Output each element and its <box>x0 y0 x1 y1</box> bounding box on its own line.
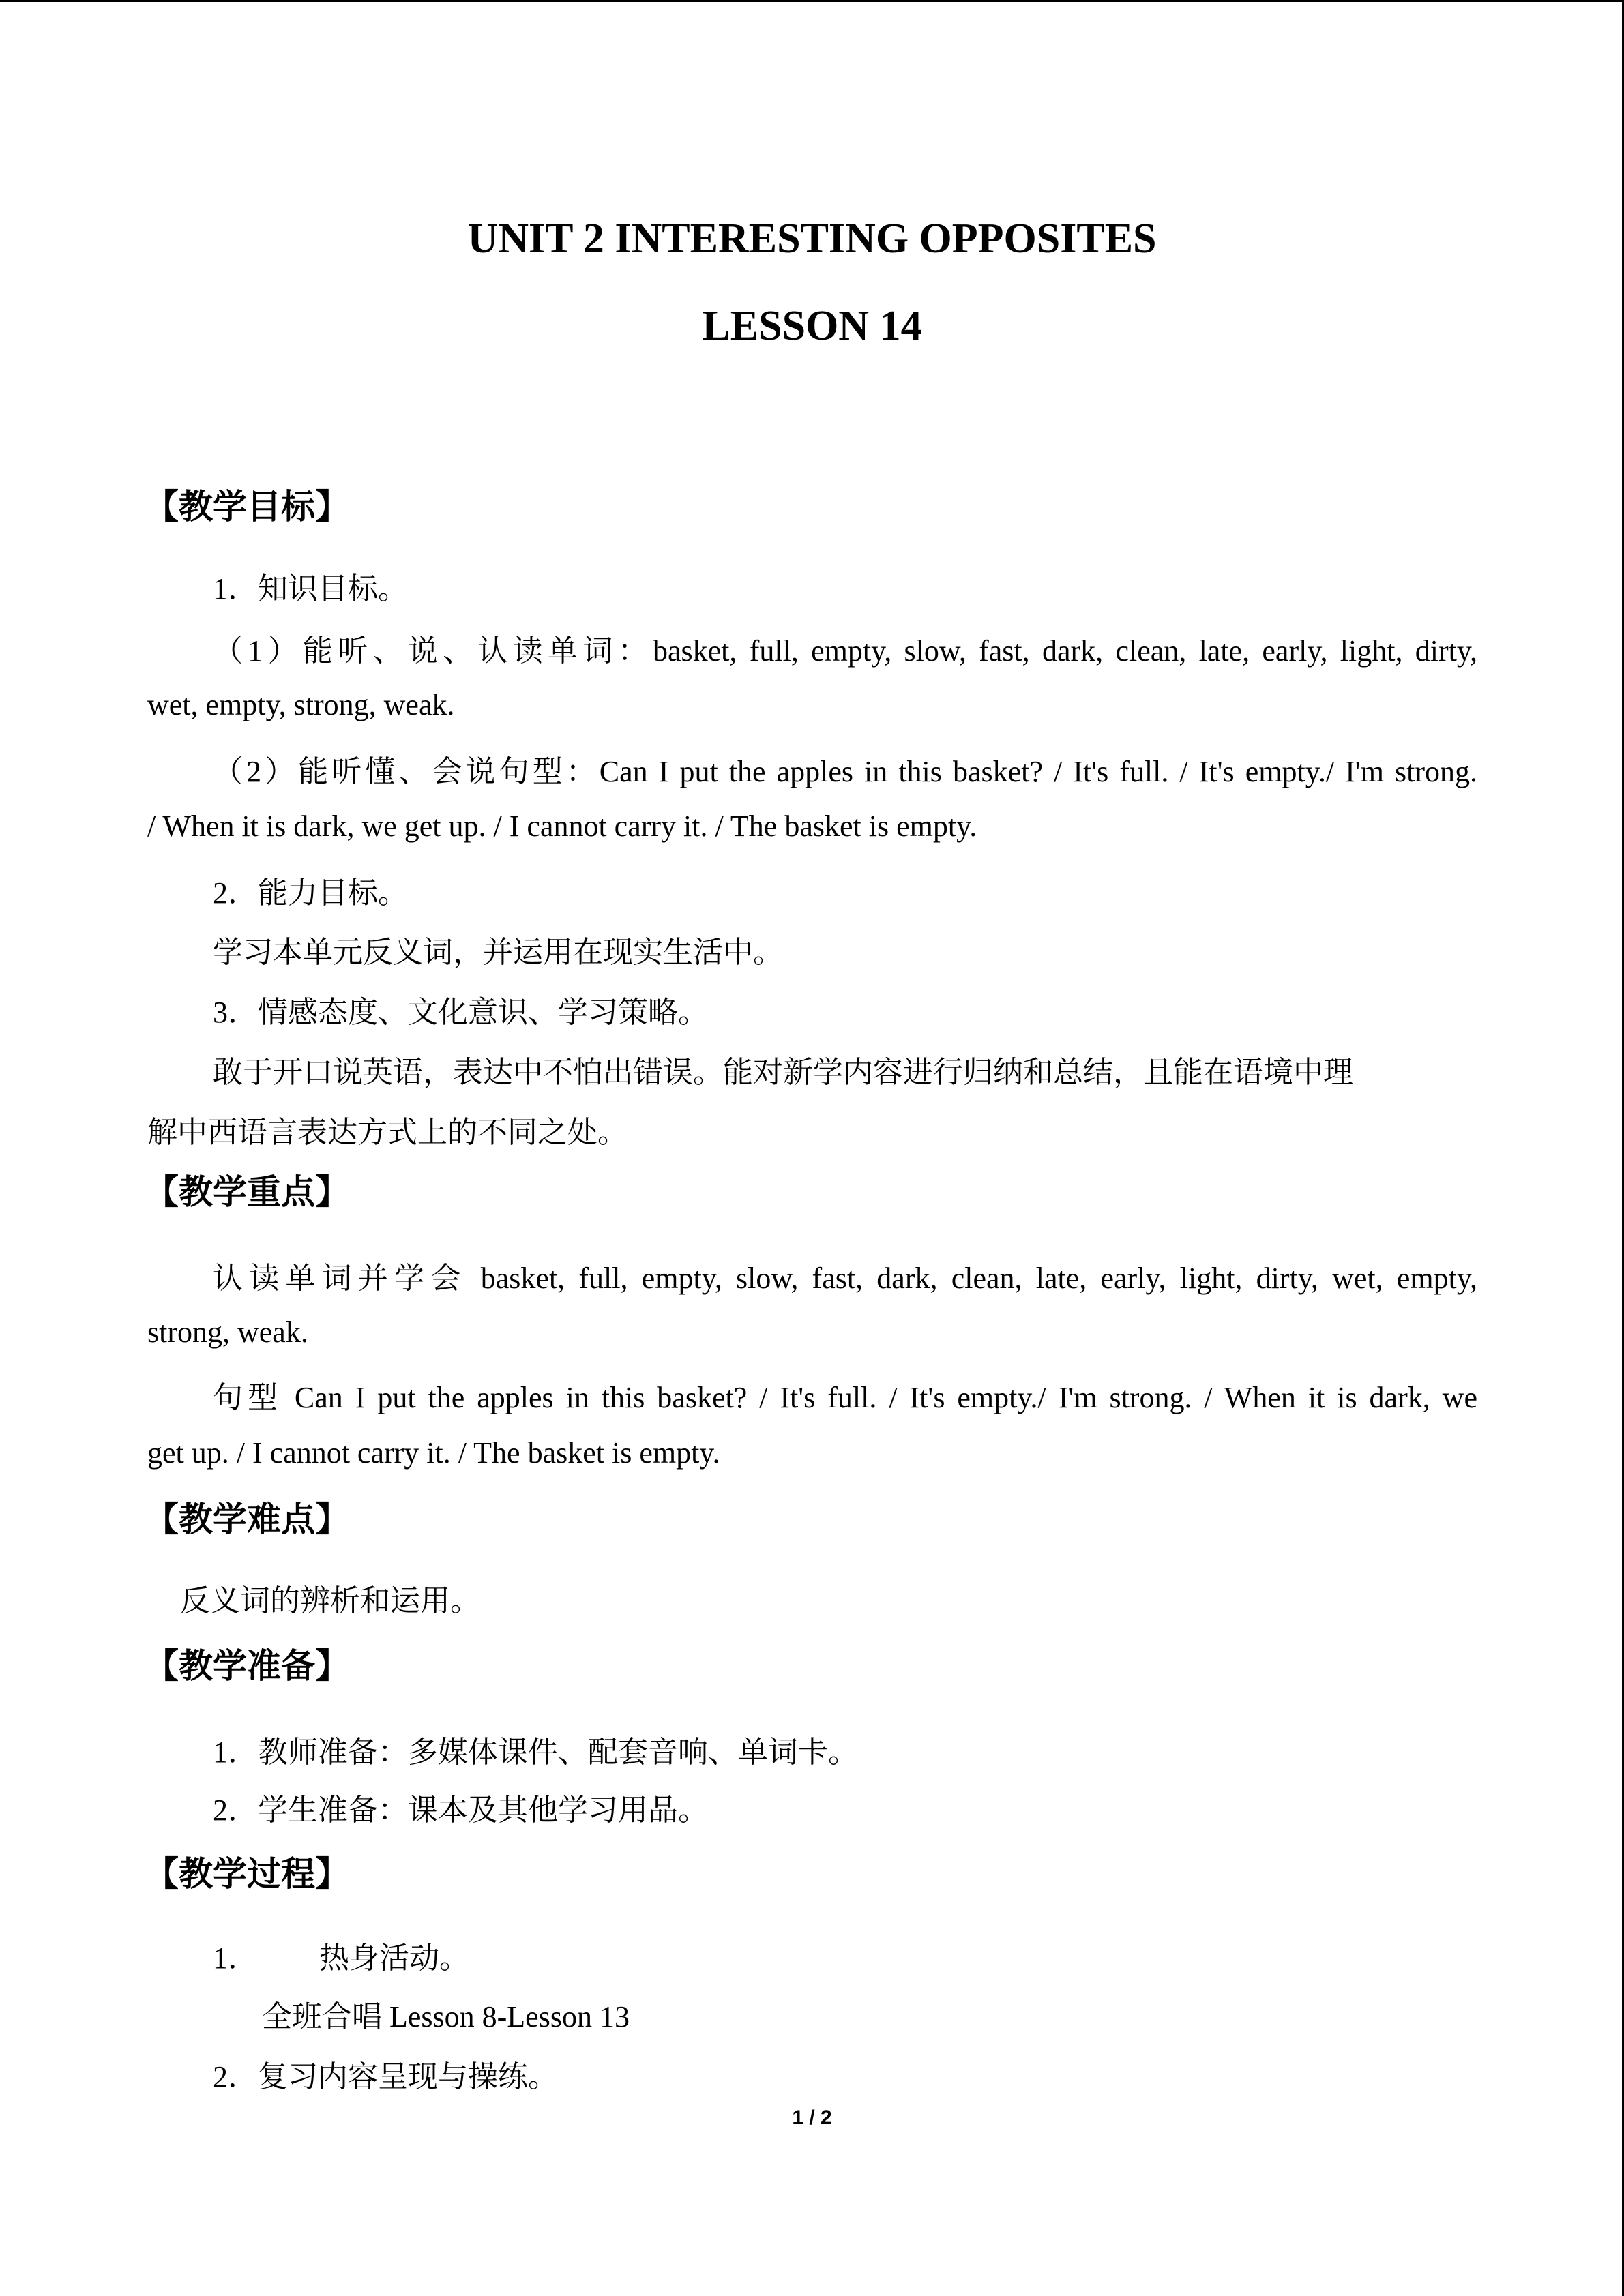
process-item1-detail: 全班合唱 Lesson 8-Lesson 13 <box>262 2000 630 2033</box>
objective-sub1-line2: wet, empty, strong, weak. <box>147 688 455 721</box>
process-item2: 2．复习内容呈现与操练。 <box>213 2060 558 2093</box>
process-item1-number: 1． <box>213 1941 258 1975</box>
section-heading-process: 【教学过程】 <box>145 1854 349 1894</box>
difficulties-text: 反义词的辨析和运用。 <box>180 1584 480 1617</box>
objective-item-ability: 2．能力目标。 <box>213 876 408 910</box>
section-heading-preparation: 【教学准备】 <box>145 1646 349 1686</box>
key-points-p2-line1: 句型 Can I put the apples in this basket? / It's full. / It's empty./ I'm strong. / When it is dark, we <box>213 1381 1477 1414</box>
preparation-student: 2．学生准备：课本及其他学习用品。 <box>213 1793 708 1827</box>
objective-sub1-line1: （1）能听、说、认读单词：basket, full, empty, slow, fast, dark, clean, late, early, light, dirty, <box>213 634 1477 668</box>
key-points-p1-line1: 认读单词并学会 basket, full, empty, slow, fast, dark, clean, late, early, light, dirty, wet, empty, <box>213 1262 1477 1295</box>
objective-attitude-line1: 敢于开口说英语，表达中不怕出错误。能对新学内容进行归纳和总结，且能在语境中理 <box>213 1056 1353 1089</box>
objective-item-attitude: 3．情感态度、文化意识、学习策略。 <box>213 996 708 1029</box>
page-number: 1 / 2 <box>792 2106 832 2129</box>
unit-title: UNIT 2 INTERESTING OPPOSITES <box>467 215 1157 262</box>
objective-sub2-line2: / When it is dark, we get up. / I cannot carry it. / The basket is empty. <box>147 809 977 843</box>
preparation-teacher: 1．教师准备：多媒体课件、配套音响、单词卡。 <box>213 1735 858 1769</box>
lesson-title: LESSON 14 <box>702 303 922 349</box>
objective-attitude-line2: 解中西语言表达方式上的不同之处。 <box>147 1116 628 1149</box>
section-heading-objectives: 【教学目标】 <box>145 487 349 526</box>
key-points-p1-line2: strong, weak. <box>147 1315 308 1349</box>
section-heading-key-points: 【教学重点】 <box>145 1172 349 1212</box>
process-item1-text: 热身活动。 <box>319 1941 469 1975</box>
objective-item-knowledge: 1．知识目标。 <box>213 572 408 606</box>
objective-sub2-line1: （2）能听懂、会说句型：Can I put the apples in this basket? / It's full. / It's empty./ I'm strong. <box>213 755 1477 788</box>
objective-ability-text: 学习本单元反义词，并运用在现实生活中。 <box>213 936 783 969</box>
section-heading-difficulties: 【教学难点】 <box>145 1500 349 1539</box>
key-points-p2-line2: get up. / I cannot carry it. / The basket is empty. <box>147 1436 720 1470</box>
